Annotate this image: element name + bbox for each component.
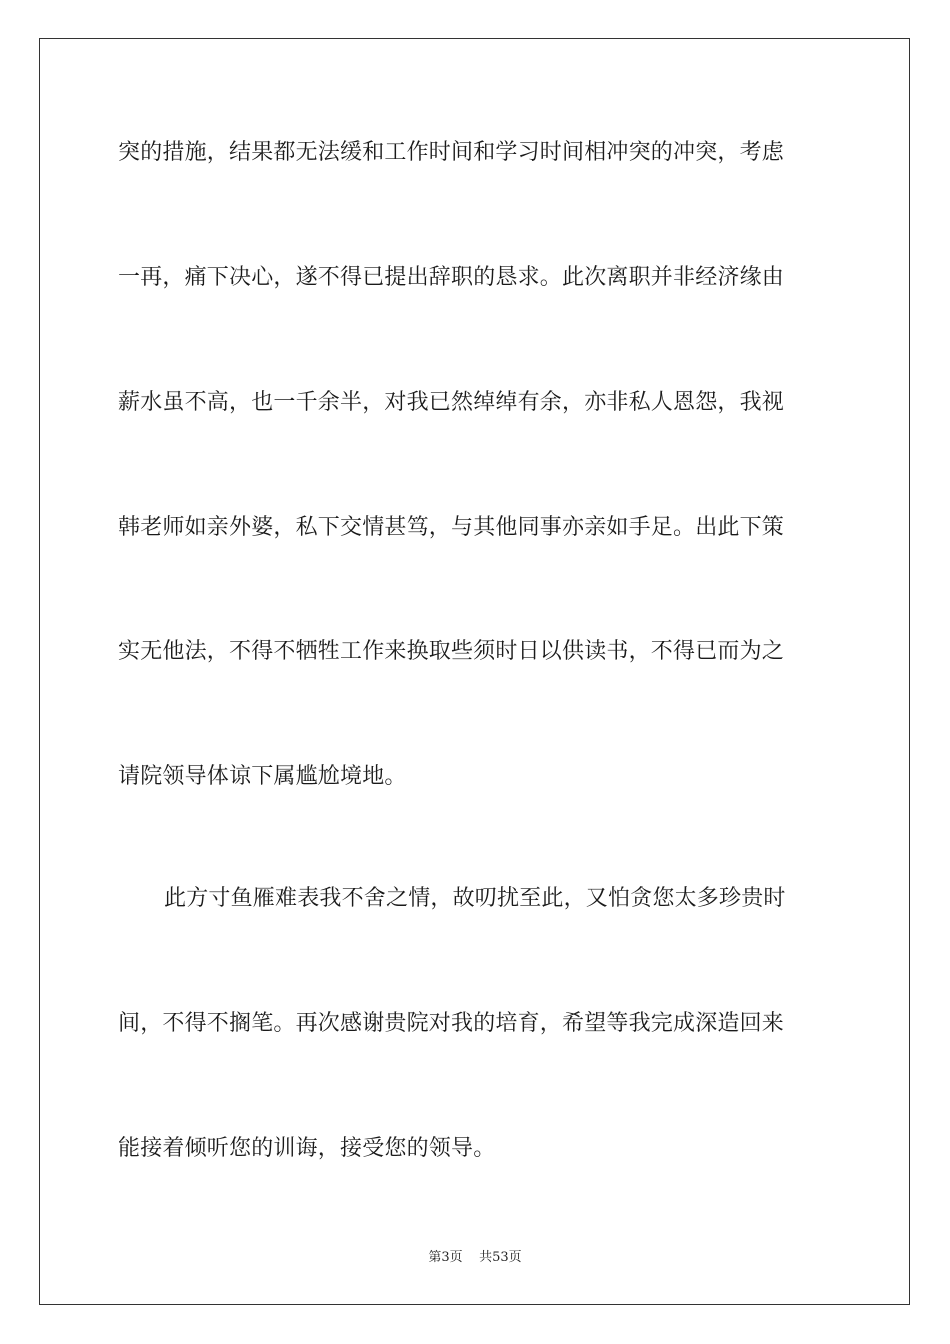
- body-line-8: 间，不得不搁笔。再次感谢贵院对我的培育，希望等我完成深造回来: [118, 1011, 785, 1036]
- body-line-2: 一再，痛下决心，遂不得已提出辞职的恳求。此次离职并非经济缘由: [118, 265, 785, 290]
- body-line-9: 能接着倾听您的训诲，接受您的领导。: [118, 1136, 496, 1161]
- body-line-5: 实无他法，不得不牺牲工作来换取些须时日以供读书，不得已而为之: [118, 639, 785, 664]
- page-footer: [0, 1249, 950, 1267]
- body-line-3: 薪水虽不高，也一千余半，对我已然绰绰有余，亦非私人恩怨，我视: [118, 390, 785, 415]
- page-total: 共53页: [479, 1250, 522, 1265]
- page-border: [39, 38, 910, 1305]
- body-line-4: 韩老师如亲外婆，私下交情甚笃，与其他同事亦亲如手足。出此下策: [118, 515, 785, 540]
- page-number: 第3页: [428, 1250, 463, 1265]
- body-line-6: 请院领导体谅下属尴尬境地。: [118, 764, 407, 789]
- body-line-7: 此方寸鱼雁难表我不舍之情，故叨扰至此，又怕贪您太多珍贵时: [164, 886, 786, 911]
- body-line-1: 突的措施，结果都无法缓和工作时间和学习时间相冲突的冲突，考虑: [118, 140, 785, 165]
